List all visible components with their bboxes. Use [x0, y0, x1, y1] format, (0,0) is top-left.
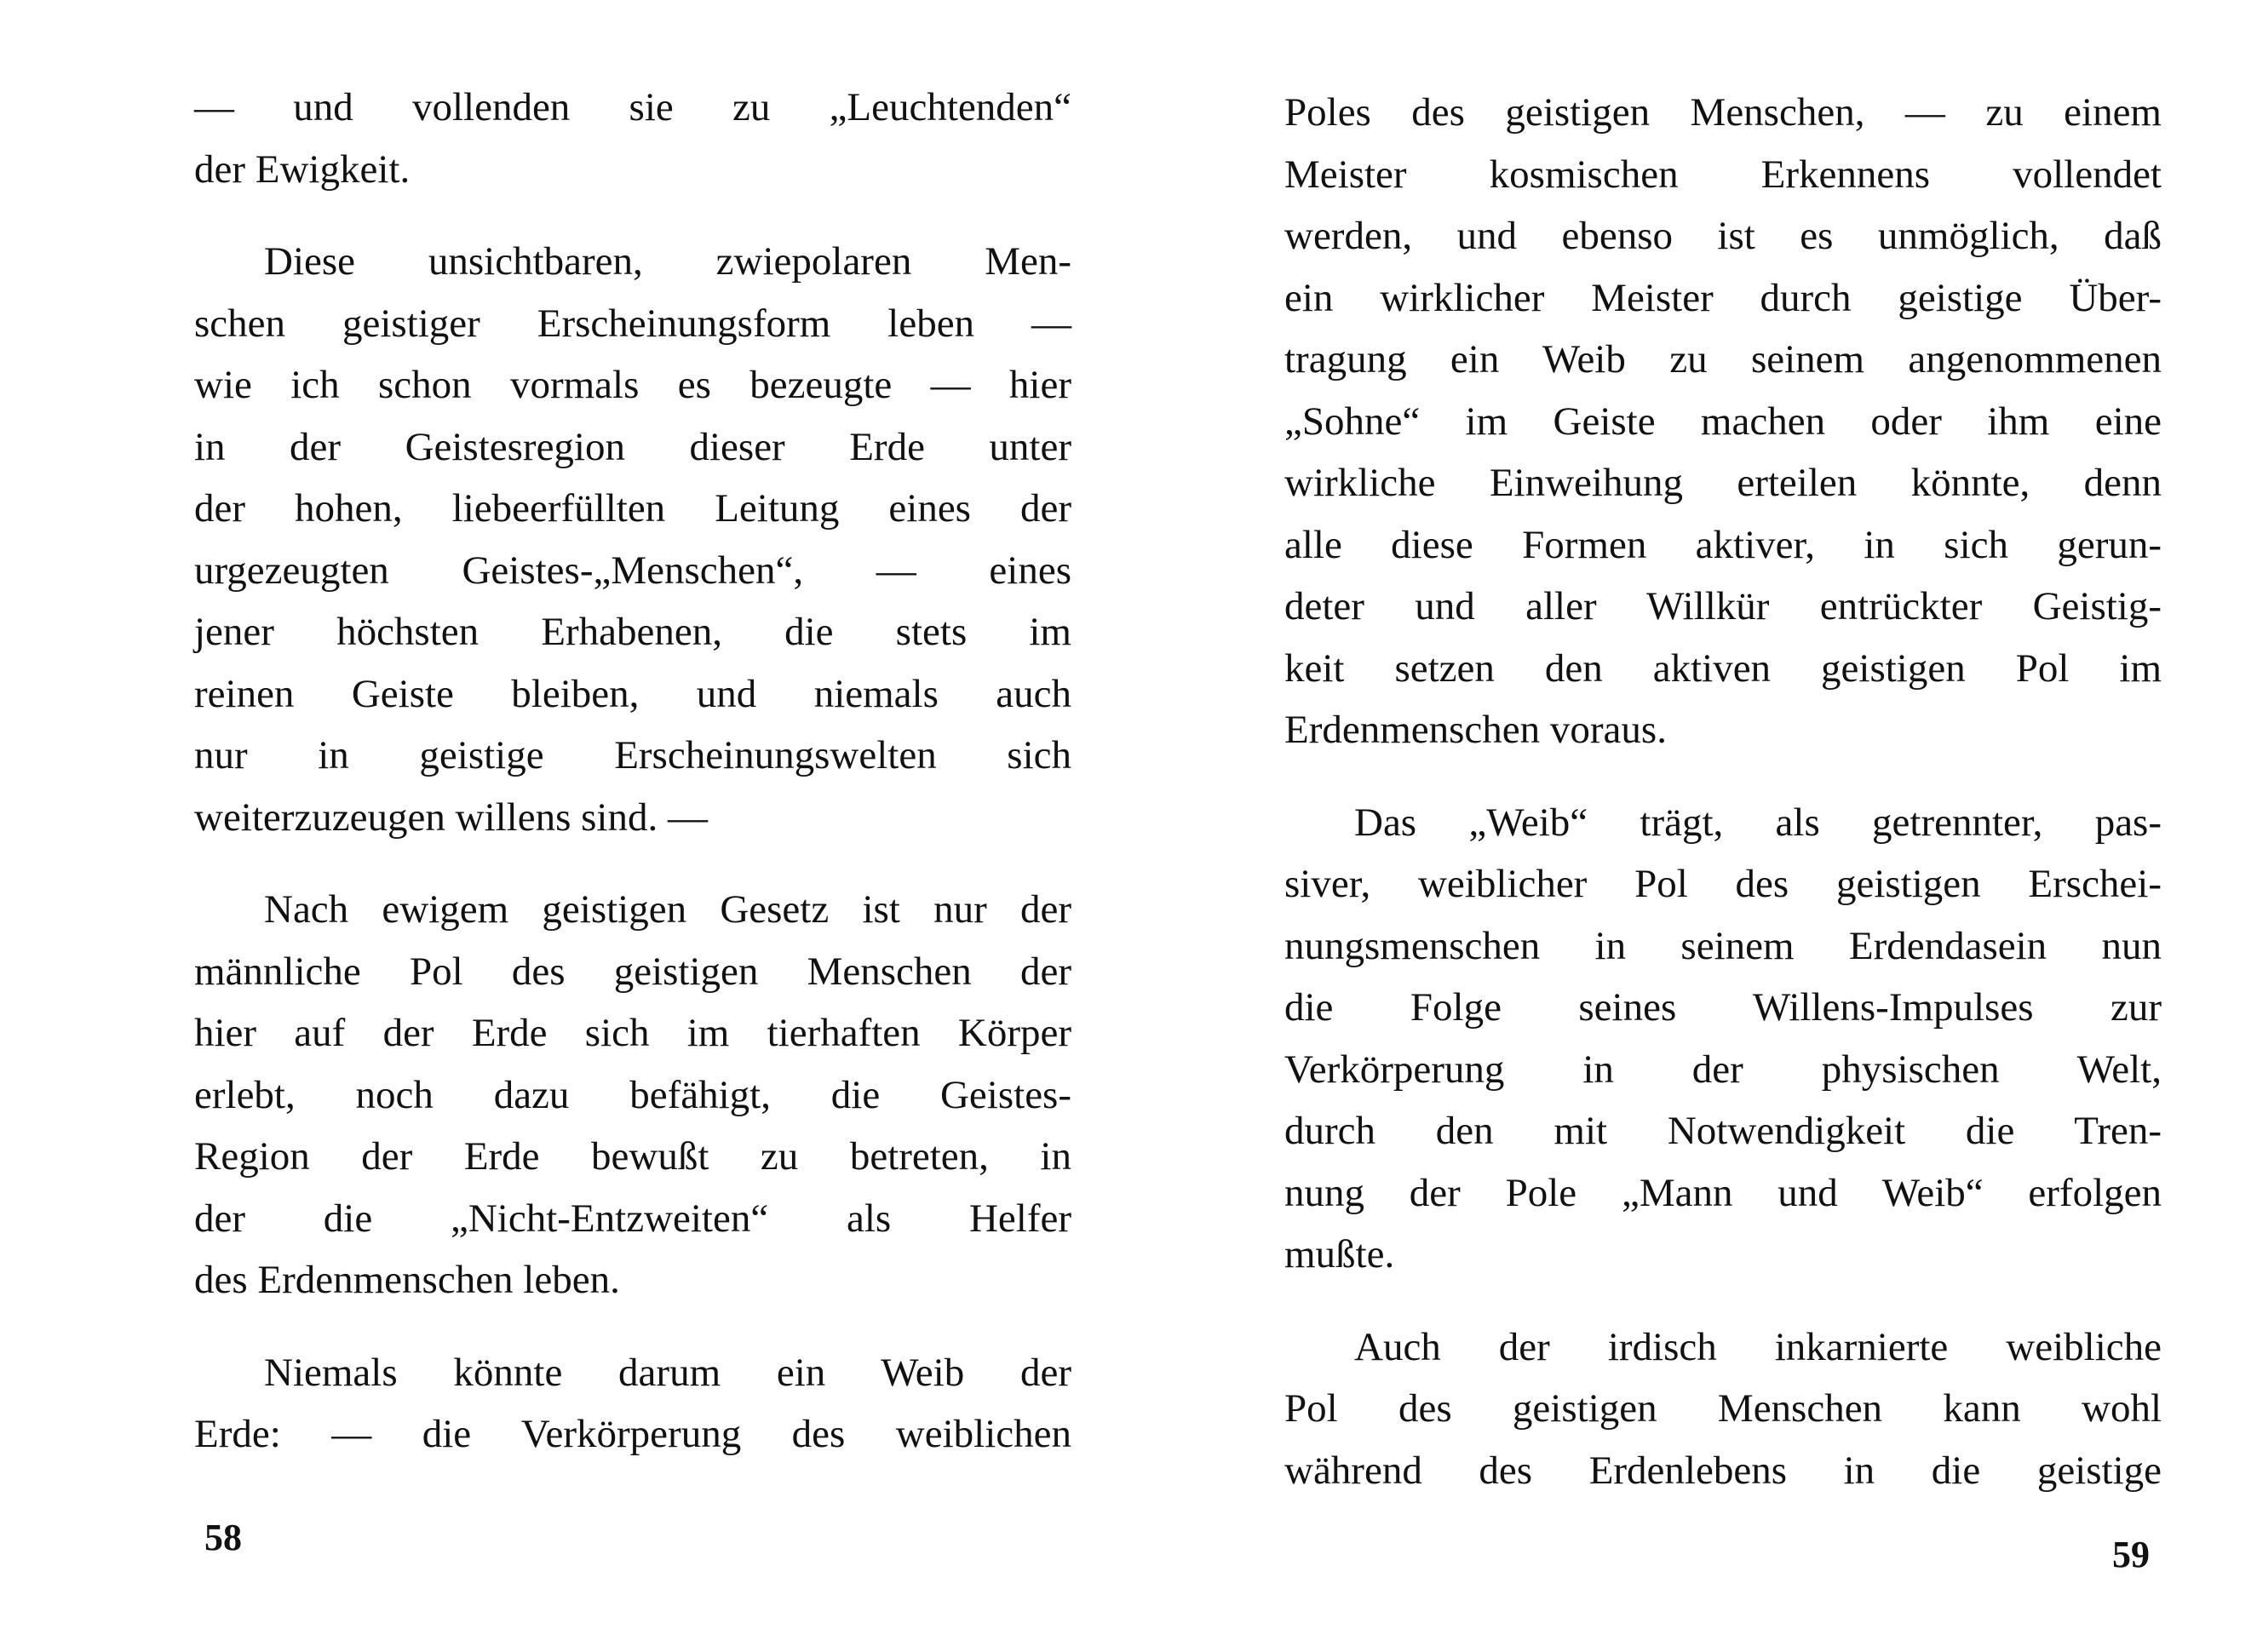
text-line: erlebt, noch dazu befähigt, die Geistes-	[194, 1072, 1071, 1117]
text-line: Das „Weib“ trägt, als getrennter, pas-	[1354, 800, 2162, 845]
right-page	[1128, 0, 2257, 1652]
text-line: Pol des geistigen Menschen kann wohl	[1284, 1386, 2162, 1431]
left-paragraph-2	[194, 231, 1071, 848]
text-line: Diese unsichtbaren, zwiepolaren Men-	[264, 239, 1071, 284]
text-line: Region der Erde bewußt zu betreten, in	[194, 1134, 1071, 1179]
text-line: während des Erdenlebens in die geistige	[1284, 1448, 2162, 1493]
text-line: Erdenmenschen voraus.	[1284, 708, 1667, 752]
text-line: hier auf der Erde sich im tierhaften Körper	[194, 1011, 1071, 1055]
left-page	[0, 0, 1128, 1652]
text-line: — und vollenden sie zu „Leuchtenden“	[194, 85, 1071, 129]
text-line: tragung ein Weib zu seinem angenommenen	[1284, 337, 2162, 381]
text-line: weiterzuzeugen willens sind. —	[194, 794, 708, 840]
text-line: der die „Nicht-Entzweiten“ als Helfer	[194, 1196, 1071, 1241]
page-number-right: 59	[2112, 1534, 2150, 1575]
right-paragraph-2	[1284, 792, 2162, 1286]
text-line: Auch der irdisch inkarnierte weibliche	[1354, 1324, 2162, 1369]
left-paragraph-4	[194, 1342, 1071, 1466]
paragraph-gap	[194, 1311, 1071, 1342]
paragraph-gap	[1284, 761, 2162, 792]
text-line: keit setzen den aktiven geistigen Pol im	[1284, 645, 2162, 691]
text-line: werden, und ebenso ist es unmöglich, daß	[1284, 214, 2162, 258]
text-line: nur in geistige Erscheinungswelten sich	[194, 733, 1071, 777]
text-line: siver, weiblicher Pol des geistigen Erschei-	[1284, 862, 2162, 906]
text-line: nungsmenschen in seinem Erdendasein nun	[1284, 923, 2162, 968]
text-line: Nach ewigem geistigen Gesetz ist nur der	[264, 887, 1071, 932]
text-line: urgezeugten Geistes-„Menschen“, — eines	[194, 548, 1071, 593]
text-line: deter und aller Willkür entrückter Geistig-	[1284, 584, 2162, 628]
text-line: männliche Pol des geistigen Menschen der	[194, 949, 1071, 994]
text-line: schen geistiger Erscheinungsform leben —	[194, 301, 1071, 346]
text-line: jener höchsten Erhabenen, die stets im	[194, 610, 1071, 654]
text-line: nung der Pole „Mann und Weib“ erfolgen	[1284, 1170, 2162, 1215]
left-paragraph-3	[194, 879, 1071, 1311]
right-paragraph-1	[1284, 82, 2162, 761]
paragraph-gap	[194, 848, 1071, 879]
text-line: in der Geistesregion dieser Erde unter	[194, 424, 1071, 469]
text-line: der hohen, liebeerfüllten Leitung eines der	[194, 486, 1071, 531]
text-line: wirkliche Einweihung erteilen könnte, denn	[1284, 461, 2162, 505]
text-line: Poles des geistigen Menschen, — zu einem	[1284, 90, 2162, 135]
text-line: durch den mit Notwendigkeit die Tren-	[1284, 1109, 2162, 1153]
paragraph-gap	[1284, 1286, 2162, 1316]
right-paragraph-3	[1284, 1316, 2162, 1502]
page-number-left: 58	[204, 1517, 242, 1558]
text-line: Meister kosmischen Erkennens vollendet	[1284, 152, 2162, 197]
text-line: der Ewigkeit.	[194, 146, 411, 192]
left-page-text	[194, 77, 1071, 1466]
text-line: die Folge seines Willens-Impulses zur	[1284, 985, 2162, 1030]
text-line: mußte.	[1284, 1232, 1395, 1276]
left-paragraph-1	[194, 77, 1071, 200]
text-line: Niemals könnte darum ein Weib der	[264, 1350, 1071, 1395]
text-line: Verkörperung in der physischen Welt,	[1284, 1047, 2162, 1092]
text-line: alle diese Formen aktiver, in sich gerun-	[1284, 522, 2162, 567]
text-line: ein wirklicher Meister durch geistige Über-	[1284, 275, 2162, 320]
text-line: Erde: — die Verkörperung des weiblichen	[194, 1412, 1071, 1456]
text-line: „Sohne“ im Geiste machen oder ihm eine	[1284, 399, 2162, 444]
text-line: reinen Geiste bleiben, und niemals auch	[194, 671, 1071, 716]
text-line: wie ich schon vormals es bezeugte — hier	[194, 363, 1071, 407]
text-line: des Erdenmenschen leben.	[194, 1258, 620, 1302]
right-page-text	[1284, 82, 2162, 1501]
paragraph-gap	[194, 200, 1071, 231]
